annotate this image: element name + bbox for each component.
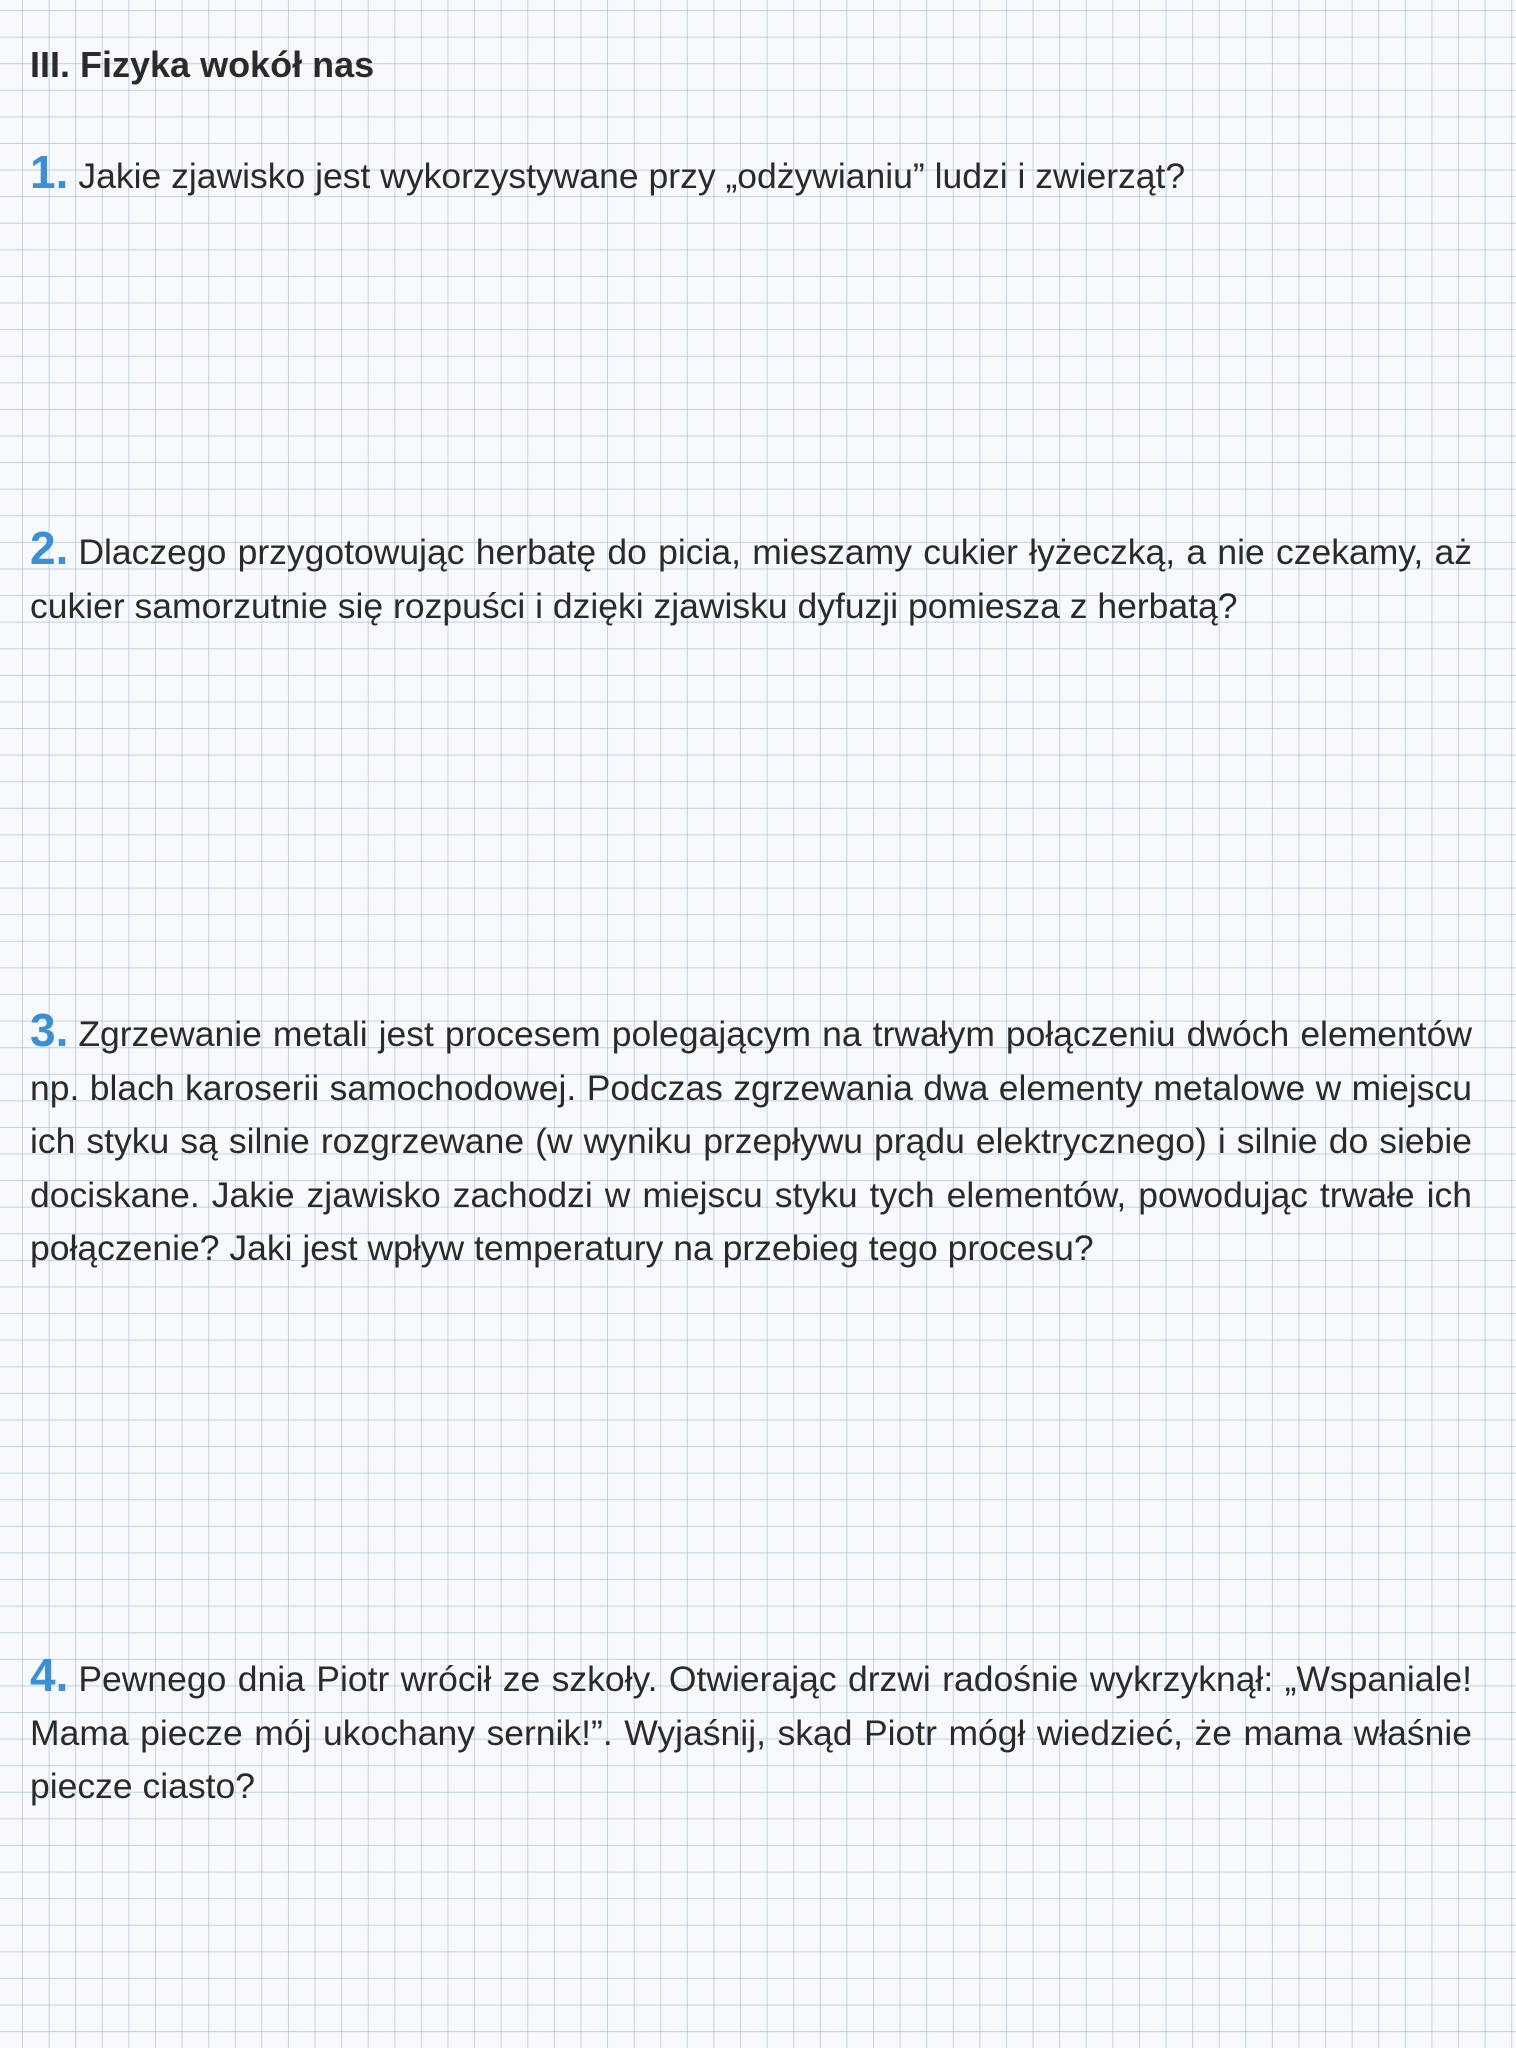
question-2: [30, 522, 1472, 633]
question-1-text: Jakie zjawisko jest wykorzystywane przy „odżywianiu” ludzi i zwierząt?: [78, 156, 1186, 196]
question-4-number: 4.: [30, 1649, 69, 1701]
question-3-text: Zgrzewanie metali jest procesem polegającym na trwałym połączeniu dwóch elementów np. blach karoserii samochodowej. Podczas zgrzewania dwa elementy metalowe w miejscu ich styku są silnie rozgrzewane (w wyniku przepływu prądu elektrycznego) i silnie do siebie dociskane. Jakie zjawisko zachodzi w miejscu styku tych elementów, powodując trwałe ich połączenie? Jaki jest wpływ temperatury na przebieg tego procesu?: [30, 1014, 1472, 1268]
question-1: [30, 146, 1472, 204]
question-2-number: 2.: [30, 522, 69, 574]
question-2-text: Dlaczego przygotowując herbatę do picia, mieszamy cukier łyżeczką, a nie czekamy, aż cukier samorzutnie się rozpuści i dzięki zjawisku dyfuzji pomiesza z herbatą?: [30, 532, 1472, 626]
question-3: [30, 1004, 1472, 1276]
question-4-text: Pewnego dnia Piotr wrócił ze szkoły. Otwierając drzwi radośnie wykrzyknął: „Wspaniale! Mama piecze mój ukochany sernik!”. Wyjaśnij, skąd Piotr mógł wiedzieć, że mama właśnie piecze ciasto?: [30, 1659, 1472, 1806]
question-1-number: 1.: [30, 146, 69, 198]
section-title: III. Fizyka wokół nas: [30, 44, 375, 85]
question-3-number: 3.: [30, 1004, 69, 1056]
question-4: [30, 1649, 1472, 1814]
